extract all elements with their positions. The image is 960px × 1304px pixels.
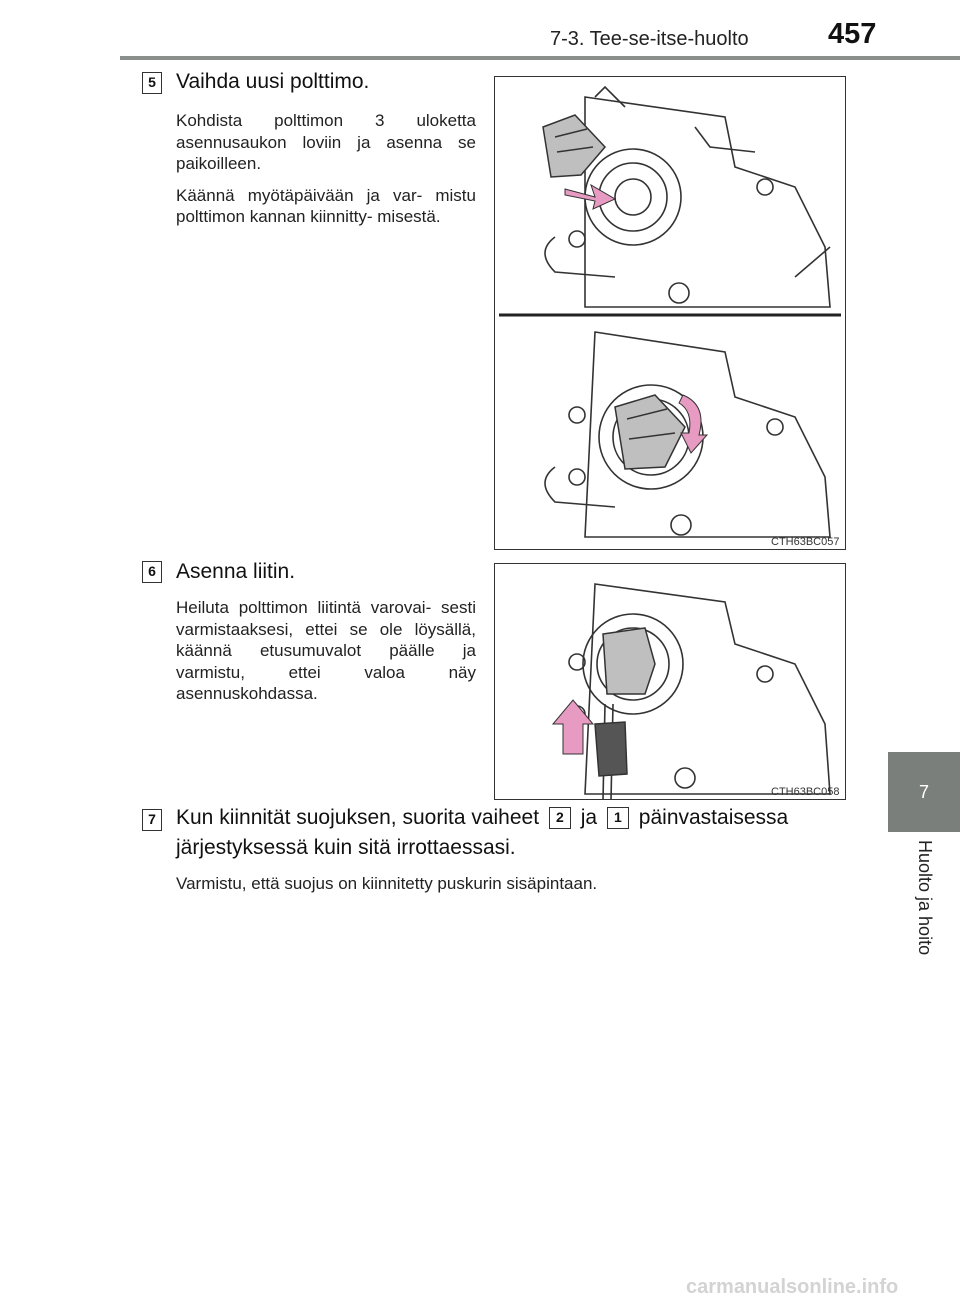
step-number-7: 7 <box>142 809 162 831</box>
step-5-paragraph-2: Käännä myötäpäivään ja var- mistu polttimon kannan kiinnitty- misestä. <box>176 185 476 226</box>
step-6-title: Asenna liitin. <box>176 560 296 583</box>
step-number-5: 5 <box>142 72 162 94</box>
watermark: carmanualsonline.info <box>686 1276 899 1298</box>
figure-connector-install <box>494 563 846 800</box>
figure-caption-058: CTH63BC058 <box>771 786 840 798</box>
step-ref-2: 2 <box>549 807 571 829</box>
step-5-title: Vaihda uusi polttimo. <box>176 70 370 93</box>
chapter-tab: 7 <box>888 752 960 832</box>
step-7-title-part3: päinvastaisessa järjestyksessä kuin sitä irrottaessasi. <box>176 806 789 859</box>
figure-caption-057: CTH63BC057 <box>771 536 840 548</box>
step-7-title-part1: Kun kiinnität suojuksen, suorita vaiheet <box>176 806 540 829</box>
step-6-body <box>176 597 476 715</box>
step-number-6: 6 <box>142 561 162 583</box>
step-ref-1: 1 <box>607 807 629 829</box>
bulb-install-illustration <box>495 77 846 550</box>
header-rule <box>120 56 960 60</box>
step-5-paragraph-1: Kohdista polttimon 3 uloketta asennusaukon loviin ja asenna se paikoilleen. <box>176 111 476 173</box>
chapter-label: Huolto ja hoito <box>915 840 935 956</box>
section-title: 7-3. Tee-se-itse-huolto <box>550 28 749 50</box>
figure-bulb-install <box>494 76 846 550</box>
page-number: 457 <box>828 18 877 50</box>
step-5-body <box>176 110 476 238</box>
step-6-paragraph-1: Heiluta polttimon liitintä varovai- sesti varmistaaksesi, ettei se ole löysällä, käännä etusumuvalot päälle ja varmistu, ettei valoa näy asennuskohdassa. <box>176 598 476 703</box>
step-7-title-part2: ja <box>580 806 598 829</box>
step-7-body: Varmistu, että suojus on kiinnitetty puskurin sisäpintaan. <box>176 874 598 893</box>
step-7-title <box>176 803 836 863</box>
connector-illustration <box>495 564 846 800</box>
